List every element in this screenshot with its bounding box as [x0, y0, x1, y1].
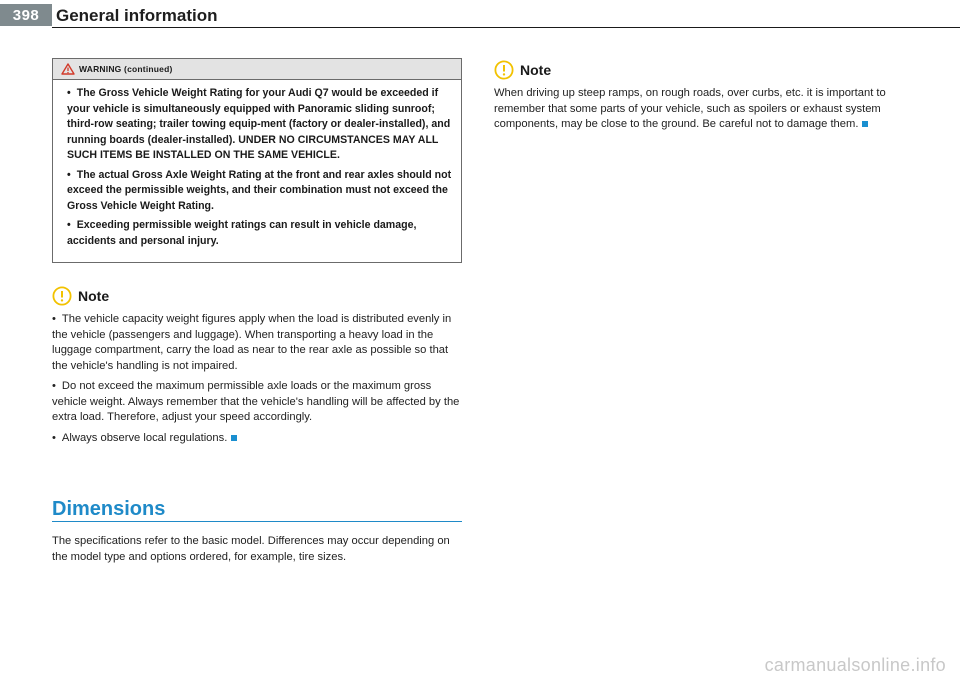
note-exclamation-icon: [494, 60, 514, 80]
note-left-header: [52, 286, 462, 306]
bullet-dot-icon: •: [52, 431, 56, 444]
dimensions-divider: [52, 521, 462, 522]
note-bullet-text: Always observe local regulations.: [61, 431, 228, 444]
warning-bullet: [67, 218, 453, 249]
note-exclamation-icon: [52, 286, 72, 306]
warning-bullet: [67, 168, 453, 215]
note-bullet-text: Do not exceed the maximum permissible axle loads or the maximum gross vehicle weight. Always remember that the vehicle's handling will be affected by the extra load. Therefore, adjust your speed accordingly.: [52, 380, 460, 423]
warning-bullet-text: The actual Gross Axle Weight Rating at the front and rear axles should not exceed the permissible weights, and their combination must not exceed the Gross Vehicle Weight Rating.: [67, 168, 452, 212]
note-bullet: [52, 312, 462, 374]
note-bullet: [52, 379, 462, 426]
note-bullet: [52, 431, 462, 447]
warning-bullet: [67, 86, 453, 164]
note-right: [494, 60, 904, 138]
warning-header: [53, 59, 461, 80]
warning-label: WARNING (continued): [79, 64, 173, 74]
warning-box: [52, 58, 462, 263]
header-divider: [52, 27, 960, 28]
bullet-dot-icon: •: [67, 219, 71, 231]
warning-bullet-text: Exceeding permissible weight ratings can result in vehicle damage, accidents and personal injury.: [67, 219, 417, 247]
watermark: carmanualsonline.info: [764, 655, 946, 675]
note-bullet-text: The vehicle capacity weight figures apply when the load is distributed evenly in the vehicle (passengers and luggage). When transporting a heavy load in the luggage compartment, carry the load as near to the rear axle as possible so that the vehicle's handling is not impaired.: [52, 313, 452, 372]
section-title: General information: [56, 6, 218, 25]
note-right-text: When driving up steep ramps, on rough roads, over curbs, etc. it is important to remember that some parts of your vehicle, such as spoilers or exhaust system components, may be close to the ground. Be careful not to damage them.: [494, 87, 886, 130]
page-header: [0, 0, 960, 30]
note-left: [52, 286, 462, 451]
note-right-header: [494, 60, 904, 80]
dimensions-text: The specifications refer to the basic model. Differences may occur depending on the model type and options ordered, for example, tire sizes.: [52, 535, 450, 563]
note-left-title: Note: [78, 288, 110, 304]
end-of-section-marker-icon: [862, 121, 868, 127]
warning-bullet-text: The Gross Vehicle Weight Rating for your Audi Q7 would be exceeded if your vehicle is simultaneously equipped with Panoramic sliding sunroof; third-row seating; trailer towing equip-ment (factory or dealer-installed), and running boards (dealer-installed). UNDER NO CIRCUMSTANCES MAY ALL SUCH ITEMS BE INSTALLED ON THE SAME VEHICLE.: [67, 87, 451, 161]
bullet-dot-icon: •: [52, 380, 56, 392]
warning-triangle-icon: [61, 63, 75, 75]
note-right-title: Note: [520, 62, 552, 78]
warning-body: [53, 80, 461, 249]
bullet-dot-icon: •: [52, 313, 56, 325]
bullet-dot-icon: •: [67, 168, 71, 181]
note-right-text-block: [494, 86, 904, 133]
bullet-dot-icon: •: [67, 87, 71, 99]
end-of-section-marker-icon: [231, 435, 237, 441]
page-number-badge: 398: [0, 4, 52, 26]
dimensions-heading: Dimensions: [52, 498, 166, 520]
